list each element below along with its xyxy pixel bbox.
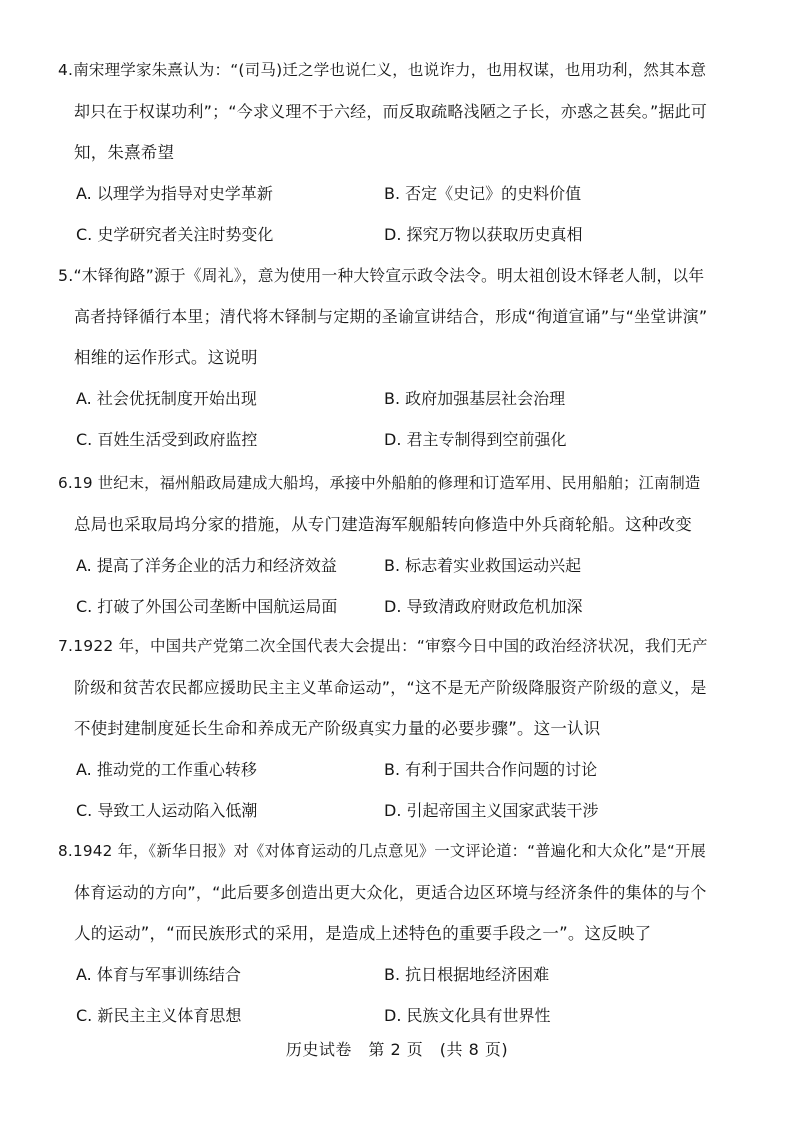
- stem-line: 高者持铎循行本里；清代将木铎制与定期的圣谕宣讲结合，形成“徇道宣诵”与“坐堂讲演”: [74, 307, 708, 326]
- options: [58, 749, 710, 831]
- option-a[interactable]: A. 社会优抚制度开始出现: [76, 389, 257, 408]
- question-stem: [58, 831, 710, 954]
- question-8: [58, 831, 710, 1036]
- question-6: [58, 463, 710, 627]
- stem-line: 5.“木铎徇路”源于《周礼》，意为使用一种大铃宣示政令法令。明太祖创设木铎老人制，以年: [58, 266, 705, 285]
- question-stem: [58, 50, 710, 173]
- question-stem: [58, 463, 710, 545]
- question-stem: [58, 255, 710, 378]
- question-4: [58, 50, 710, 255]
- stem-line: 却只在于权谋功利”；“今求义理不于六经，而反取疏略浅陋之子长，亦惑之甚矣。”据此可: [74, 102, 708, 121]
- options: [58, 378, 710, 460]
- option-c[interactable]: C. 打破了外国公司垄断中国航运局面: [76, 597, 338, 616]
- option-b[interactable]: B. 否定《史记》的史料价值: [384, 184, 582, 203]
- question-5: [58, 255, 710, 460]
- stem-line: 4.南宋理学家朱熹认为：“(司马)迁之学也说仁义，也说诈力，也用权谋，也用功利，然其本意: [58, 61, 707, 79]
- option-a[interactable]: A. 提高了洋务企业的活力和经济效益: [76, 556, 337, 575]
- option-c[interactable]: C. 导致工人运动陷入低潮: [76, 801, 258, 820]
- option-c[interactable]: C. 新民主主义体育思想: [76, 1006, 242, 1025]
- options: [58, 173, 710, 255]
- stem-line: 相维的运作形式。这说明: [74, 348, 258, 367]
- option-b[interactable]: B. 有利于国共合作问题的讨论: [384, 760, 598, 779]
- stem-line: 总局也采取局坞分家的措施，从专门建造海军舰船转向修造中外兵商轮船。这种改变: [74, 515, 692, 534]
- option-d[interactable]: D. 探究万物以获取历史真相: [384, 225, 583, 244]
- option-a[interactable]: A. 推动党的工作重心转移: [76, 760, 257, 779]
- question-number: 8.: [58, 842, 73, 860]
- option-a[interactable]: A. 体育与军事训练结合: [76, 965, 241, 984]
- option-d[interactable]: D. 导致清政府财政危机加深: [384, 597, 583, 616]
- stem-line: 7.1922 年，中国共产党第二次全国代表大会提出：“审察今日中国的政治经济状况，我们无产: [58, 637, 708, 655]
- question-stem: [58, 626, 710, 749]
- stem-line: 8.1942 年，《新华日报》对《对体育运动的几点意见》一文评论道：“普遍化和大众化”是“开展: [58, 842, 706, 860]
- page-footer: 历史试卷 第 2 页 (共 8 页): [285, 1040, 509, 1059]
- option-c[interactable]: C. 百姓生活受到政府监控: [76, 430, 258, 449]
- option-d[interactable]: D. 君主专制得到空前强化: [384, 430, 567, 449]
- options: [58, 545, 710, 627]
- question-number: 6.: [58, 474, 73, 492]
- question-number: 4.: [58, 61, 74, 79]
- option-c[interactable]: C. 史学研究者关注时势变化: [76, 225, 274, 244]
- stem-line: 不使封建制度延长生命和养成无产阶级真实力量的必要步骤”。这一认识: [74, 719, 601, 738]
- question-number: 5.: [58, 266, 74, 285]
- question-7: [58, 626, 710, 831]
- option-b[interactable]: B. 标志着实业救国运动兴起: [384, 556, 582, 575]
- option-b[interactable]: B. 政府加强基层社会治理: [384, 389, 566, 408]
- question-number: 7.: [58, 637, 74, 655]
- stem-line: 阶级和贫苦农民都应援助民主主义革命运动”，“这不是无产阶级降服资产阶级的意义，是: [74, 678, 707, 697]
- option-d[interactable]: D. 引起帝国主义国家武装干涉: [384, 801, 599, 820]
- option-a[interactable]: A. 以理学为指导对史学革新: [76, 184, 273, 203]
- stem-line: 体育运动的方向”，“此后要多创造出更大众化，更适合边区环境与经济条件的集体的与个: [74, 883, 707, 902]
- option-d[interactable]: D. 民族文化具有世界性: [384, 1006, 551, 1025]
- option-b[interactable]: B. 抗日根据地经济困难: [384, 965, 550, 984]
- stem-line: 知，朱熹希望: [74, 143, 175, 162]
- options: [58, 954, 710, 1036]
- stem-line: 6.19 世纪末，福州船政局建成大船坞，承接中外船舶的修理和订造军用、民用船舶；江南制造: [58, 474, 701, 492]
- stem-line: 人的运动”，“而民族形式的采用，是造成上述特色的重要手段之一”。这反映了: [74, 924, 652, 943]
